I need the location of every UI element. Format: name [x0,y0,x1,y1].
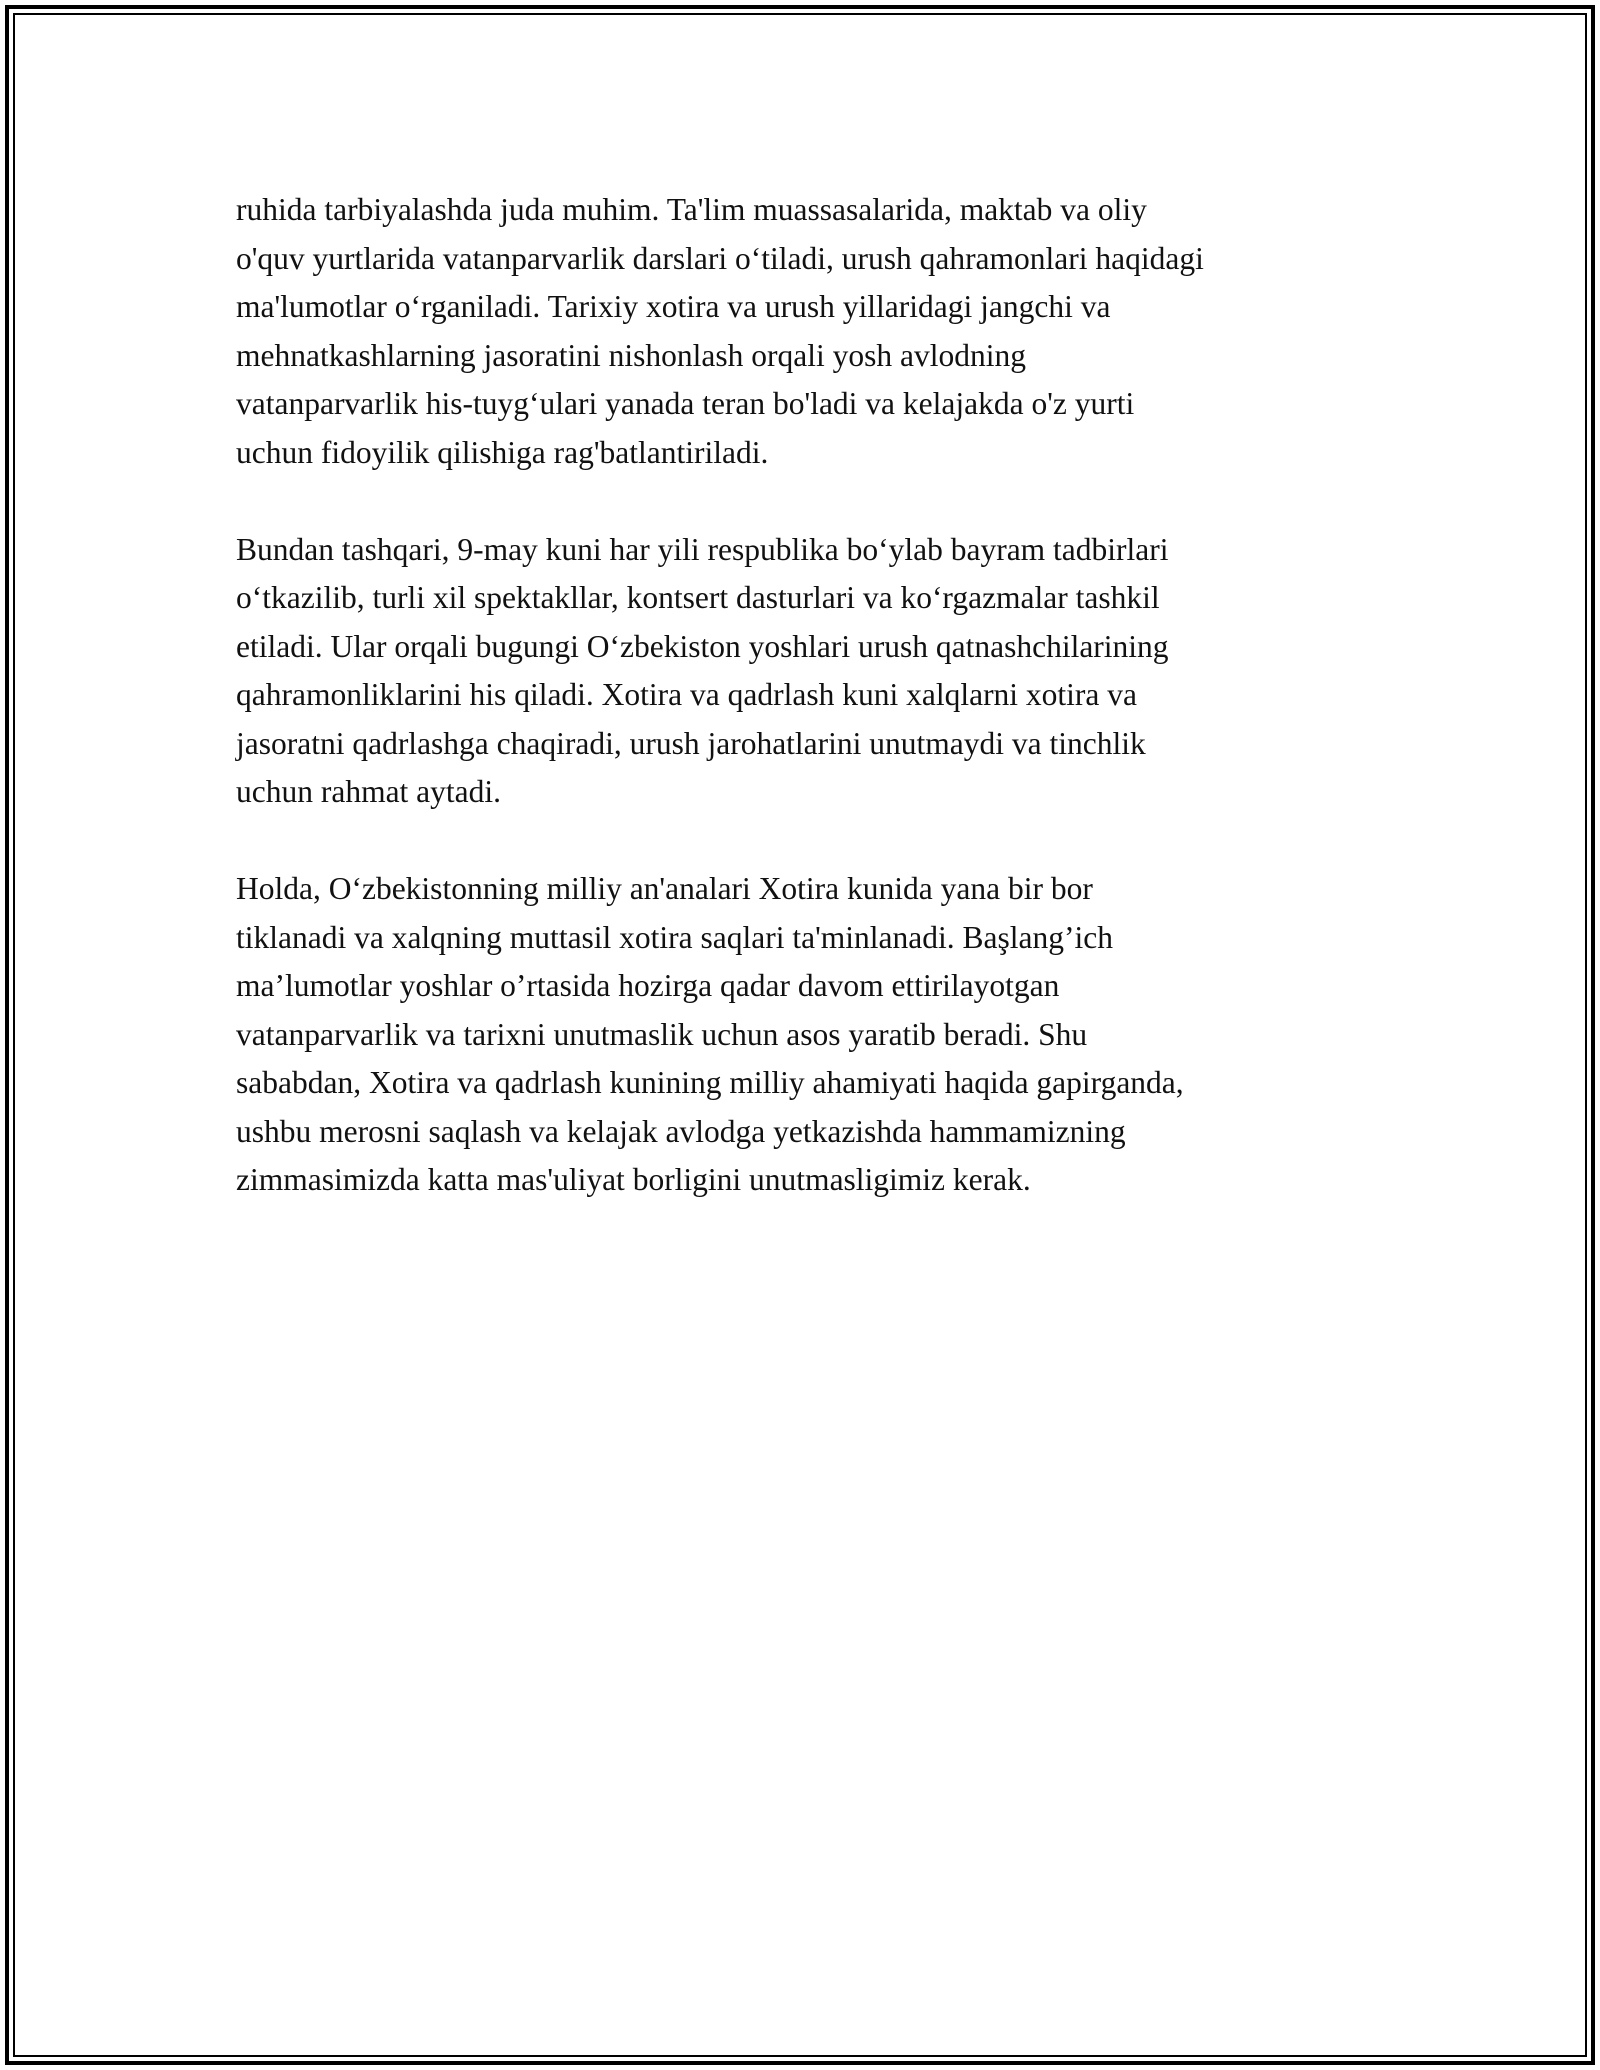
text-line: etiladi. Ular orqali bugungi O‘zbekiston yoshlari urush qatnashchilarining [236,628,1169,664]
text-line: uchun rahmat aytadi. [236,774,502,809]
text-line: Bundan tashqari, 9-may kuni har yili respublika bo‘ylab bayram tadbirlari [236,531,1169,567]
paragraph-1 [236,186,1366,477]
text-line: qahramonliklarini his qiladi. Xotira va qadrlash kuni xalqlarni xotira va [236,677,1138,712]
text-line: zimmasimizda katta mas'uliyat borligini unutmasligimiz kerak. [236,1162,1031,1197]
text-line: o‘tkazilib, turli xil spektakllar, kontsert dasturlari va ko‘rgazmalar tashkil [236,580,1160,615]
text-line: ma'lumotlar o‘rganiladi. Tarixiy xotira va urush yillaridagi jangchi va [236,289,1111,324]
paragraph-3 [236,865,1366,1205]
text-line: ruhida tarbiyalashda juda muhim. Ta'lim muassasalarida, maktab va oliy [236,192,1147,227]
text-line: uchun fidoyilik qilishiga rag'batlantiriladi. [236,434,769,470]
text-line: ushbu merosni saqlash va kelajak avlodga yetkazishda hammamizning [236,1113,1126,1149]
text-line: vatanparvarlik his-tuyg‘ulari yanada teran bo'ladi va kelajakda o'z yurti [236,386,1135,421]
paragraph-2 [236,526,1366,817]
text-line: ma’lumotlar yoshlar o’rtasida hozirga qadar davom ettirilayotgan [236,968,1060,1003]
text-line: sababdan, Xotira va qadrlash kunining milliy ahamiyati haqida gapirganda, [236,1065,1184,1100]
text-line: vatanparvarlik va tarixni unutmaslik uchun asos yaratib beradi. Shu [236,1016,1088,1052]
text-line: mehnatkashlarning jasoratini nishonlash orqali yosh avlodning [236,337,1026,373]
text-line: tiklanadi va xalqning muttasil xotira saqlari ta'minlanadi. Başlang’ich [236,919,1113,955]
document-body [236,186,1366,1253]
text-line: o'quv yurtlarida vatanparvarlik darslari o‘tiladi, urush qahramonlari haqidagi [236,240,1204,276]
text-line: Holda, O‘zbekistonning milliy an'analari Xotira kunida yana bir bor [236,871,1093,906]
text-line: jasoratni qadrlashga chaqiradi, urush jarohatlarini unutmaydi va tinchlik [236,725,1146,761]
